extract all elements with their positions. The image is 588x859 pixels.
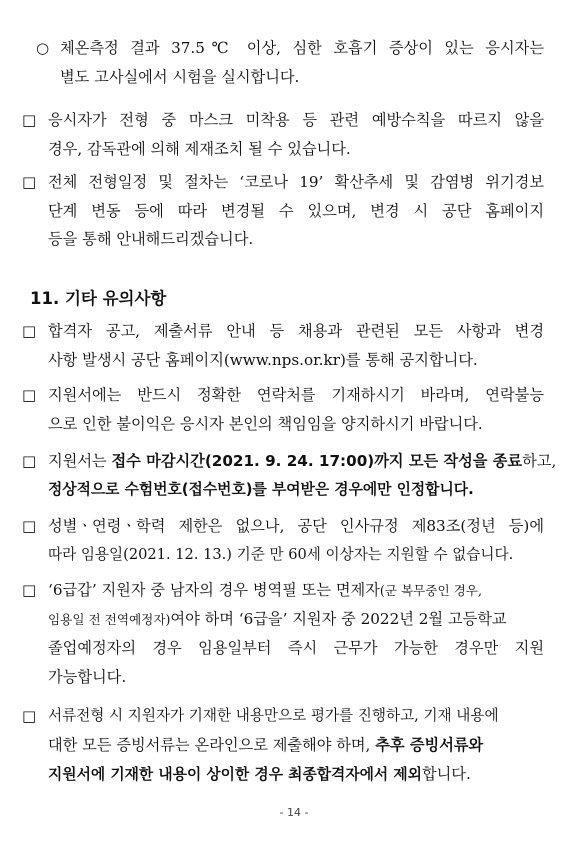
small-text: 임용일 전 전역예정자) bbox=[48, 612, 171, 627]
text-line bbox=[48, 764, 471, 785]
text-line: 단계 변동 등에 따라 변경될 수 있으며, 변경 시 공단 홈페이지 bbox=[48, 202, 544, 220]
text-line: 으로 인한 불이익은 응시자 본인의 책임임을 양지하시기 바랍니다. bbox=[48, 415, 483, 433]
section-title: 11. 기타 유의사항 bbox=[30, 289, 167, 308]
text-span: ‘6급갑’ 지원자 중 남자의 경우 병역필 또는 면제자 bbox=[48, 581, 380, 599]
text-span: 여야 하며 ‘6급을’ 지원자 중 2022년 2월 고등학교 bbox=[170, 610, 507, 628]
text-line bbox=[48, 451, 556, 471]
checkbox-bullet: □ bbox=[22, 452, 37, 470]
emphasis-text: 추후 증빙서류와 bbox=[375, 736, 484, 754]
page-number: - 14 - bbox=[279, 806, 309, 819]
text-line: 응시자가 전형 중 마스크 미착용 등 관련 예방수칙을 따르지 않을 bbox=[48, 111, 544, 129]
checkbox-bullet: □ bbox=[22, 517, 37, 535]
circle-bullet: ○ bbox=[36, 39, 50, 57]
text-line: 가능합니다. bbox=[48, 668, 127, 686]
checkbox-bullet: □ bbox=[22, 581, 37, 599]
text-line: 따라 임용일(2021. 12. 13.) 기준 만 60세 이상자는 지원할 수 없습니다. bbox=[48, 546, 514, 563]
text-span: 합니다. bbox=[421, 765, 471, 783]
text-span: 대한 모든 증빙서류는 온라인으로 제출해야 하며, bbox=[48, 736, 376, 754]
checkbox-bullet: □ bbox=[22, 111, 37, 129]
text-line: 별도 고사실에서 시험을 실시합니다. bbox=[60, 68, 300, 86]
text-line: 전체 전형일정 및 절차는 ‘코로나 19’ 확산추세 및 감염병 위기경보 bbox=[48, 173, 544, 191]
text-line: 서류전형 시 지원자가 기재한 내용만으로 평가를 진행하고, 기재 내용에 bbox=[48, 707, 499, 724]
checkbox-bullet: □ bbox=[22, 322, 37, 340]
text-span: 지원서는 bbox=[48, 452, 112, 470]
text-line bbox=[48, 609, 507, 630]
text-span: 하고, bbox=[522, 452, 557, 470]
text-line: 사항 발생시 공단 홈페이지(www.nps.or.kr)를 통해 공지합니다. bbox=[48, 351, 478, 369]
checkbox-bullet: □ bbox=[22, 707, 37, 725]
text-line: 합격자 공고, 제출서류 안내 등 채용과 관련된 모든 사항과 변경 bbox=[48, 322, 544, 340]
checkbox-bullet: □ bbox=[22, 386, 37, 404]
text-line: 체온측정 결과 37.5℃ 이상, 심한 호흡기 증상이 있는 응시자는 bbox=[60, 39, 544, 57]
emphasis-text: 지원서에 기재한 내용이 상이한 경우 최종합격자에서 제외 bbox=[48, 766, 422, 783]
emphasis-text: 접수 마감시간(2021. 9. 24. 17:00)까지 모든 작성을 종료 bbox=[111, 452, 523, 470]
text-line bbox=[48, 735, 483, 755]
text-line: 졸업예정자의 경우 임용일부터 즉시 근무가 가능한 경우만 지원 bbox=[48, 639, 544, 657]
text-line: 성별ㆍ연령ㆍ학력 제한은 없으나, 공단 인사규정 제83조(정년 등)에 bbox=[48, 517, 544, 535]
text-line: 경우, 감독관에 의해 제재조치 될 수 있습니다. bbox=[48, 140, 351, 158]
checkbox-bullet: □ bbox=[22, 173, 37, 191]
text-line: 등을 통해 안내해드리겠습니다. bbox=[48, 230, 254, 248]
emphasis-line: 정상적으로 수험번호(접수번호)를 부여받은 경우에만 인정합니다. bbox=[48, 481, 474, 498]
small-text: (군 복무중인 경우, bbox=[379, 583, 482, 598]
text-line: 지원서에는 반드시 정확한 연락처를 기재하시기 바라며, 연락불능 bbox=[48, 386, 544, 404]
text-line bbox=[48, 580, 482, 601]
